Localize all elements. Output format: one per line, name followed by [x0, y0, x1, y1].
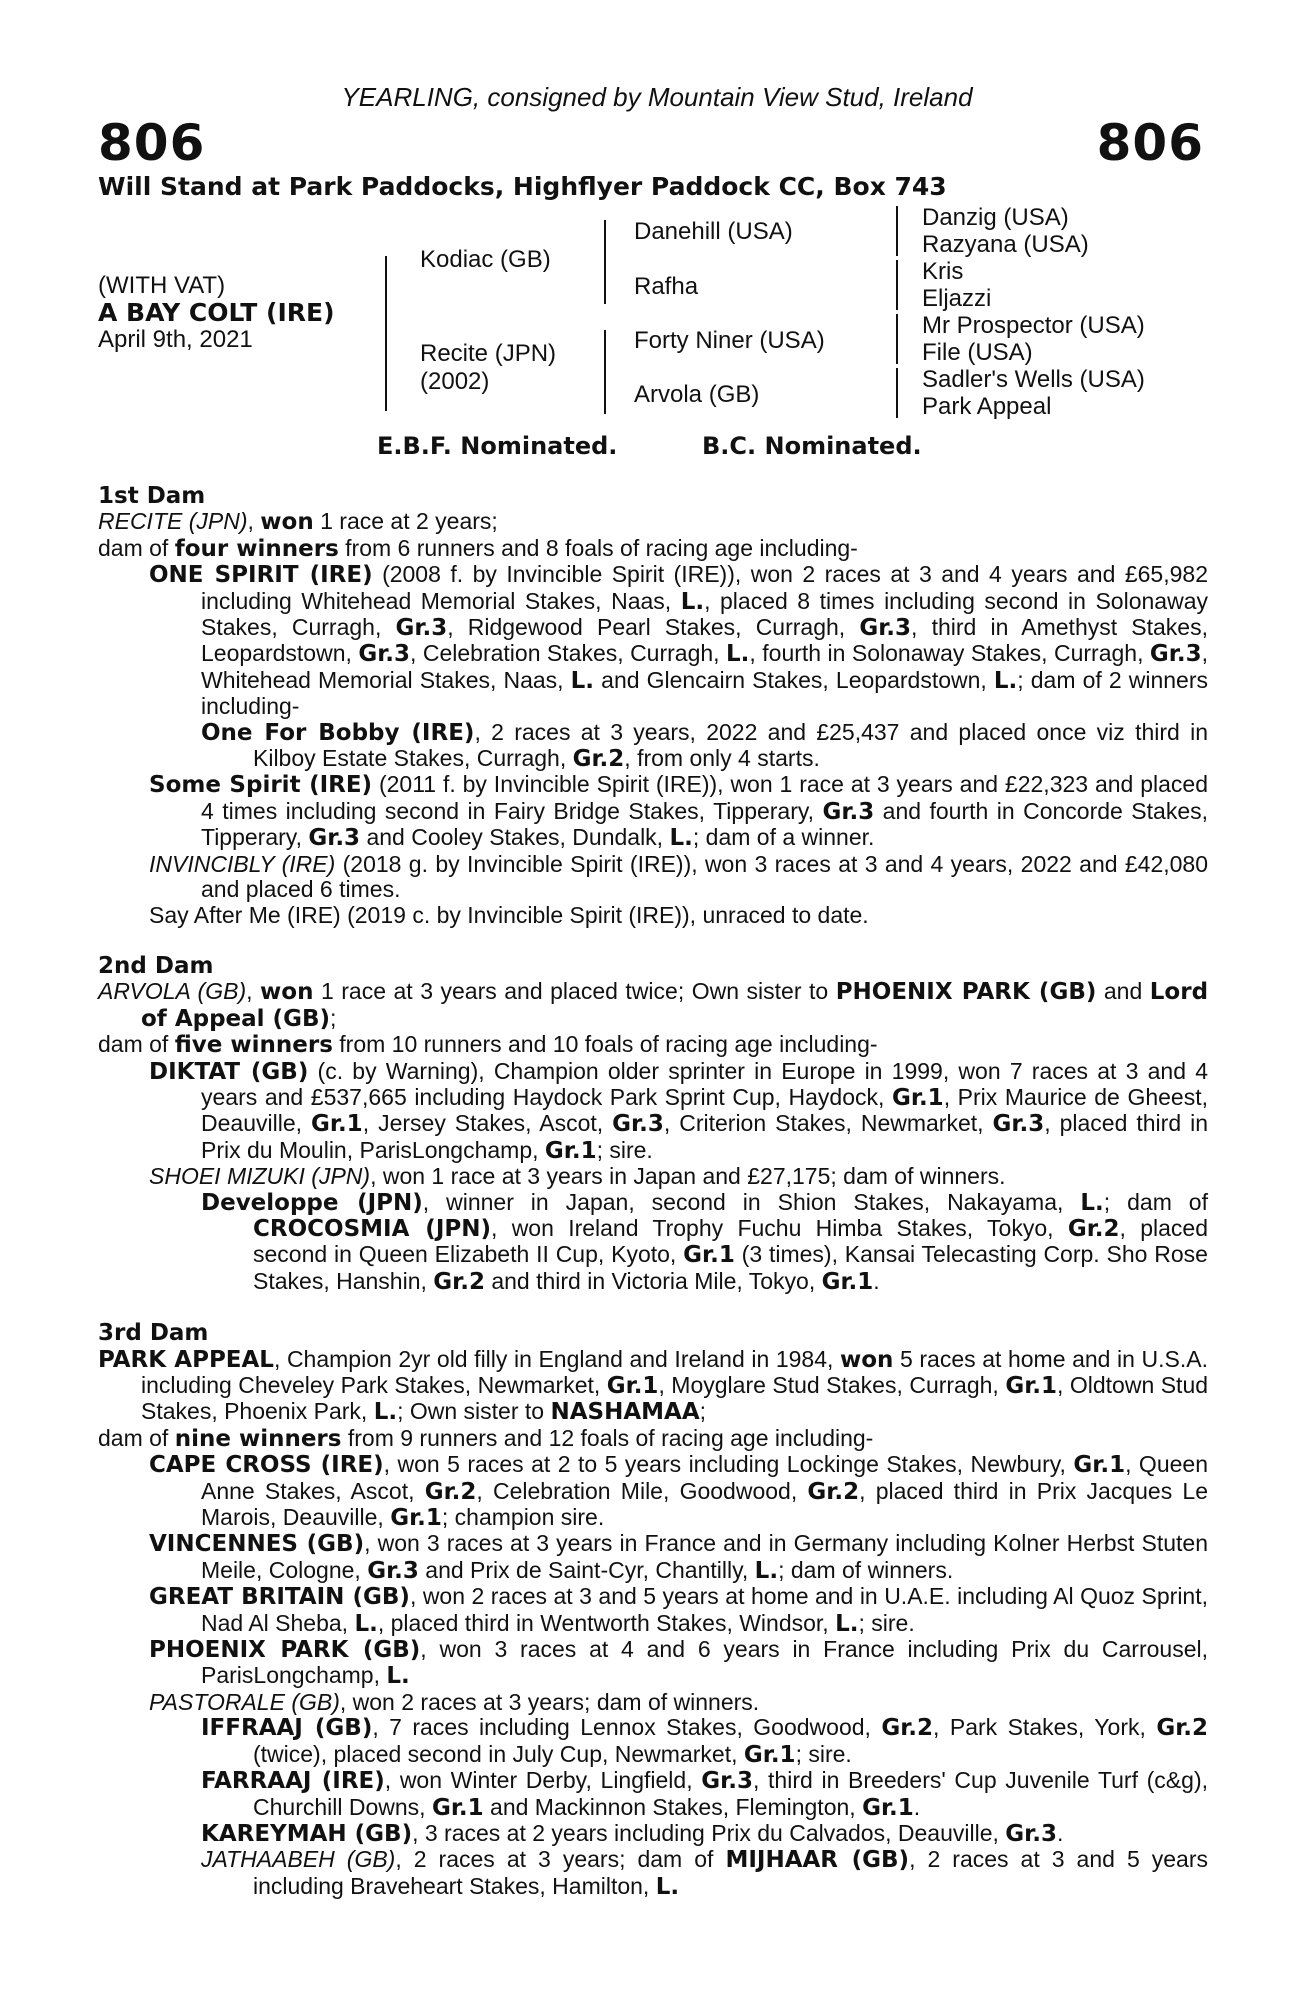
section-gap	[98, 1295, 1208, 1321]
brace-ggp-1	[896, 206, 906, 256]
entry-paragraph: IFFRAAJ (GB), 7 races including Lennox Stakes, Goodwood, Gr.2, Park Stakes, York, Gr.2 (twice), placed second in July Cup, Newmarket, Gr.1; sire.	[201, 1714, 1208, 1768]
dam-dam: Arvola (GB)	[634, 381, 760, 408]
section-heading: 3rd Dam	[98, 1320, 209, 1347]
brace-dam	[604, 330, 614, 414]
entry-paragraph: ONE SPIRIT (IRE) (2008 f. by Invincible Spirit (IRE)), won 2 races at 3 and 4 years and £65,982 including Whitehead Memorial Stakes, Naas, L., placed 8 times including second in Solonaway Stakes, Curragh, Gr.3, Ridgewood Pearl Stakes, Curragh, Gr.3, third in Amethyst Stakes, Leopardstown, Gr.3, Celebration Stakes, Curragh, L., fourth in Solonaway Stakes, Curragh, Gr.3, Whitehead Memorial Stakes, Naas, L. and Glencairn Stakes, Leopardstown, L.; dam of 2 winners including-	[149, 561, 1208, 720]
entry-paragraph: GREAT BRITAIN (GB), won 2 races at 3 and 5 years at home and in U.A.E. including Al Quoz Sprint, Nad Al Sheba, L., placed third in Wentworth Stakes, Windsor, L.; sire.	[149, 1583, 1209, 1637]
entry-paragraph: JATHAABEH (GB), 2 races at 3 years; dam of MIJHAAR (GB), 2 races at 3 and 5 years including Braveheart Stakes, Hamilton, L.	[201, 1846, 1208, 1900]
entry-paragraph: DIKTAT (GB) (c. by Warning), Champion older sprinter in Europe in 1999, won 7 races at 3 and 4 years and £537,665 including Haydock Park Sprint Cup, Haydock, Gr.1, Prix Maurice de Gheest, Deauville, Gr.1, Jersey Stakes, Ascot, Gr.3, Criterion Stakes, Newmarket, Gr.3, placed third in Prix du Moulin, ParisLongchamp, Gr.1; sire.	[149, 1057, 1209, 1164]
ebf-nomination: E.B.F. Nominated.	[377, 432, 618, 460]
brace-ggp-4	[896, 368, 906, 418]
entry-paragraph: dam of four winners from 6 runners and 8 foals of racing age including-	[98, 534, 858, 562]
entry-paragraph: PASTORALE (GB), won 2 races at 3 years; dam of winners.	[149, 1688, 760, 1715]
entry-paragraph: PARK APPEAL, Champion 2yr old filly in England and Ireland in 1984, won 5 races at home and in U.S.A. including Cheveley Park Stakes, Newmarket, Gr.1, Moyglare Stud Stakes, Curragh, Gr.1, Oldtown Stud Stakes, Phoenix Park, L.; Own sister to NASHAMAA;	[98, 1345, 1209, 1426]
entry-paragraph: Developpe (JPN), winner in Japan, second in Shion Stakes, Nakayama, L.; dam of CROCOSMIA (JPN), won Ireland Trophy Fuchu Himba Stakes, Tokyo, Gr.2, placed second in Queen Elizabeth II Cup, Kyoto, Gr.1 (3 times), Kansai Telecasting Corp. Sho Rose Stakes, Hanshin, Gr.2 and third in Victoria Mile, Tokyo, Gr.1.	[201, 1188, 1208, 1295]
ggp-1: Danzig (USA)	[922, 204, 1069, 231]
sire: Kodiac (GB)	[420, 246, 551, 273]
ggp-2: Razyana (USA)	[922, 231, 1089, 258]
lot-number-right: 806	[1096, 114, 1204, 172]
consignment-line: YEARLING, consigned by Mountain View Stud, Ireland	[341, 82, 973, 112]
brace-ggp-3	[896, 314, 906, 364]
catalogue-body	[98, 484, 1208, 1900]
entry-paragraph: PHOENIX PARK (GB), won 3 races at 4 and 6 years in France including Prix du Carrousel, ParisLongchamp, L.	[149, 1636, 1208, 1690]
entry-paragraph: RECITE (JPN), won 1 race at 2 years;	[98, 508, 498, 536]
entry-paragraph: KAREYMAH (GB), 3 races at 2 years including Prix du Calvados, Deauville, Gr.3.	[201, 1819, 1064, 1847]
vat-label: (WITH VAT)	[98, 272, 226, 299]
ggp-7: Sadler's Wells (USA)	[922, 366, 1145, 393]
brace-ggp-2	[896, 260, 906, 310]
entry-paragraph: INVINCIBLY (IRE) (2018 g. by Invincible Spirit (IRE)), won 3 races at 3 and 4 years, 2022 and £42,080 and placed 6 times.	[149, 850, 1209, 903]
ggp-4: Eljazzi	[922, 285, 992, 312]
foaling-date: April 9th, 2021	[98, 326, 253, 353]
ggp-6: File (USA)	[922, 339, 1033, 366]
sire-sire: Danehill (USA)	[634, 218, 793, 245]
entry-paragraph: Some Spirit (IRE) (2011 f. by Invincible Spirit (IRE)), won 1 race at 3 years and £22,323 and placed 4 times including second in Fairy Bridge Stakes, Tipperary, Gr.3 and fourth in Concorde Stakes, Tipperary, Gr.3 and Cooley Stakes, Dundalk, L.; dam of a winner.	[149, 771, 1208, 852]
ggp-8: Park Appeal	[922, 393, 1052, 420]
lot-number-left: 806	[98, 114, 206, 172]
brace-sire	[604, 220, 614, 304]
section-gap	[98, 928, 1208, 954]
dam-year: (2002)	[420, 368, 490, 395]
entry-paragraph: SHOEI MIZUKI (JPN), won 1 race at 3 years in Japan and £27,175; dam of winners.	[149, 1163, 1006, 1190]
section-heading: 2nd Dam	[98, 952, 214, 979]
ggp-3: Kris	[922, 258, 964, 285]
entry-paragraph: FARRAAJ (IRE), won Winter Derby, Lingfield, Gr.3, third in Breeders' Cup Juvenile Turf (c&g), Churchill Downs, Gr.1 and Mackinnon Stakes, Flemington, Gr.1.	[201, 1767, 1208, 1821]
stand-location: Will Stand at Park Paddocks, Highflyer Paddock CC, Box 743	[98, 172, 947, 201]
entry-paragraph: ARVOLA (GB), won 1 race at 3 years and placed twice; Own sister to PHOENIX PARK (GB) and Lord of Appeal (GB);	[98, 978, 1209, 1032]
entry-paragraph: Say After Me (IRE) (2019 c. by Invincible Spirit (IRE)), unraced to date.	[149, 901, 869, 928]
dam: Recite (JPN)	[420, 340, 557, 367]
entry-paragraph: CAPE CROSS (IRE), won 5 races at 2 to 5 years including Lockinge Stakes, Newbury, Gr.1, Queen Anne Stakes, Ascot, Gr.2, Celebration Mile, Goodwood, Gr.2, placed third in Prix Jacques Le Marois, Deauville, Gr.1; champion sire.	[149, 1451, 1209, 1532]
entry-paragraph: VINCENNES (GB), won 3 races at 3 years in France and in Germany including Kolner Herbst Stuten Meile, Cologne, Gr.3 and Prix de Saint-Cyr, Chantilly, L.; dam of winners.	[149, 1530, 1208, 1584]
brace-horse	[385, 256, 395, 411]
horse-name: A BAY COLT (IRE)	[98, 298, 335, 327]
sire-dam: Rafha	[634, 273, 699, 300]
entry-paragraph: One For Bobby (IRE), 2 races at 3 years, 2022 and £25,437 and placed once viz third in Kilboy Estate Stakes, Curragh, Gr.2, from only 4 starts.	[201, 718, 1208, 773]
entry-paragraph: dam of five winners from 10 runners and 10 foals of racing age including-	[98, 1031, 878, 1059]
section-heading: 1st Dam	[98, 483, 206, 509]
dam-sire: Forty Niner (USA)	[634, 327, 825, 354]
entry-paragraph: dam of nine winners from 9 runners and 12 foals of racing age including-	[98, 1424, 874, 1452]
bc-nomination: B.C. Nominated.	[702, 432, 922, 460]
ggp-5: Mr Prospector (USA)	[922, 312, 1145, 339]
